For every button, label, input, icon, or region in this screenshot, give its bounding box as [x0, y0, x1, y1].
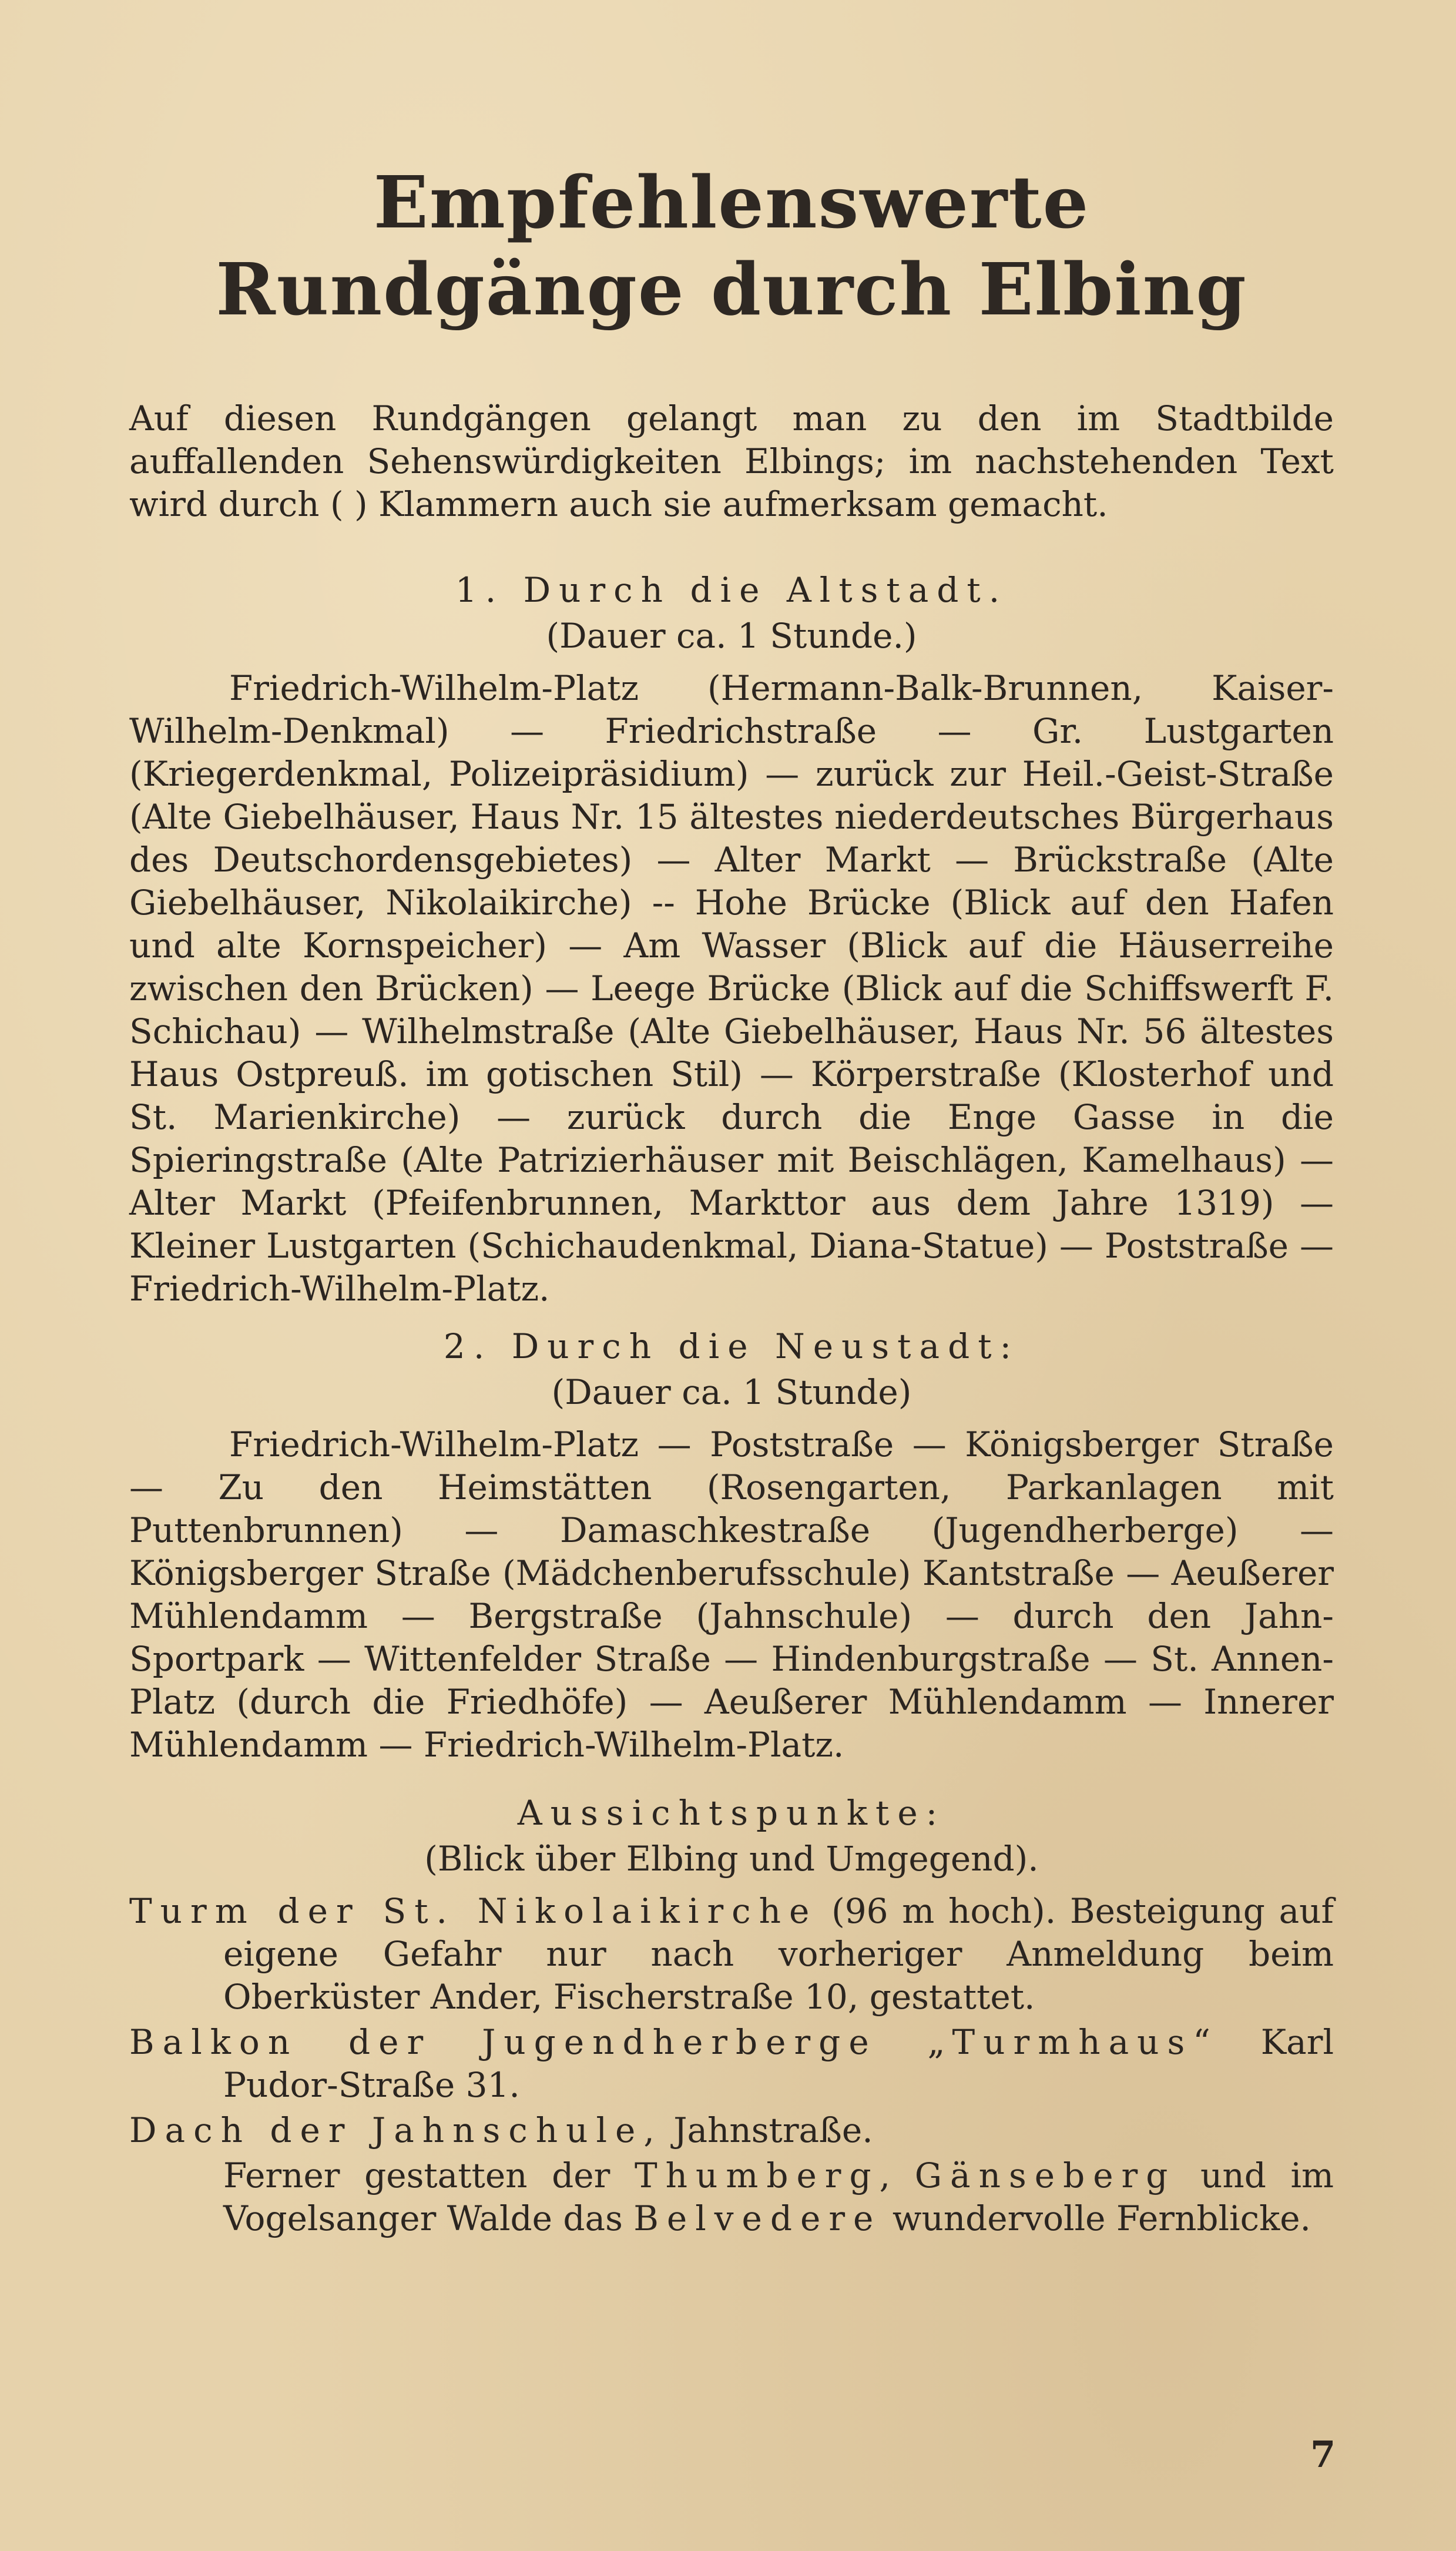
- page-content: [129, 159, 1334, 2240]
- list-item: [129, 2021, 1334, 2107]
- views-heading: [129, 1790, 1334, 1836]
- list-item: [129, 2109, 1334, 2152]
- route-1-text: Friedrich-Wilhelm-Platz (Hermann-Balk-Brunnen, Kaiser-Wilhelm-Denkmal) — Friedrichstraße — Gr. Lustgarten (Kriegerdenkmal, Polizeipräsidium) — zurück zur Heil.-Geist-Straße (Alte Giebelhäuser, Haus Nr. 15 ältestes niederdeutsches Bürgerhaus des Deutschordensgebietes) — Alter Markt — Brückstraße (Alte Giebelhäuser, Nikolaikirche) -- Hohe Brücke (Blick auf den Hafen und alte Kornspeicher) — Am Wasser (Blick auf die Häuserreihe zwischen den Brücken) — Leege Brücke (Blick auf die Schiffswerft F. Schichau) — Wilhelmstraße (Alte Giebelhäuser, Haus Nr. 56 ältestes Haus Ostpreuß. im gotischen Stil) — Körperstraße (Klosterhof und St. Marienkirche) — zurück durch die Enge Gasse in die Spieringstraße (Alte Patrizierhäuser mit Beischlägen, Kamelhaus) — Alter Markt (Pfeifenbrunnen, Markttor aus dem Jahre 1319) — Kleiner Lustgarten (Schichaudenkmal, Diana-Statue) — Poststraße — Friedrich-Wilhelm-Platz.: [129, 668, 1334, 1309]
- view-name: Turm der St. Nikolaikirche: [129, 1891, 818, 1931]
- views-list: [129, 1890, 1334, 2152]
- closing-post: wundervolle Fernblicke.: [881, 2198, 1311, 2238]
- route-1-duration: (Dauer ca. 1 Stunde.): [546, 616, 917, 656]
- page-number: 7: [1310, 2433, 1336, 2476]
- closing-place-gaenseberg: Gänseberg: [914, 2156, 1176, 2195]
- closing-note: [129, 2154, 1334, 2240]
- intro-paragraph: Auf diesen Rundgängen gelangt man zu den im Stadtbilde auffallenden Sehenswürdigkeiten Elbings; im nachstehenden Text wird durch ( ) Klammern auch sie aufmerksam gemacht.: [129, 398, 1334, 524]
- views-subheading: (Blick über Elbing und Umgegend).: [424, 1839, 1039, 1879]
- route-2-title: 2. Durch die Neustadt:: [443, 1326, 1020, 1366]
- closing-place-belvedere: Belvedere: [633, 2198, 882, 2238]
- closing-place-thumberg: Thumberg: [634, 2156, 880, 2195]
- route-2-duration: (Dauer ca. 1 Stunde): [551, 1372, 912, 1412]
- view-text: (96 m hoch). Besteigung auf eigene Gefahr nur nach vorheriger Anmeldung beim Oberküster Ander, Fischerstraße 10, gestattet.: [223, 1891, 1334, 2017]
- route-1-heading: [129, 567, 1334, 613]
- list-item: [129, 1890, 1334, 2019]
- view-name: Dach der Jahnschule,: [129, 2110, 663, 2150]
- closing-mid1: ,: [879, 2156, 915, 2195]
- route-2-text: Friedrich-Wilhelm-Platz — Poststraße — Königsberger Straße — Zu den Heimstätten (Rosengarten, Parkanlagen mit Puttenbrunnen) — Damaschkestraße (Jugendherberge) — Königsberger Straße (Mädchenberufsschule) Kantstraße — Aeußerer Mühlendamm — Bergstraße (Jahnschule) — durch den Jahn-Sportpark — Wittenfelder Straße — Hindenburgstraße — St. Annen-Platz (durch die Friedhöfe) — Aeußerer Mühlendamm — Innerer Mühlendamm — Friedrich-Wilhelm-Platz.: [129, 1424, 1334, 1765]
- route-2-heading: [129, 1323, 1334, 1369]
- view-name: Balkon der Jugendherberge „Turmhaus“: [129, 2022, 1219, 2062]
- closing-pre: Ferner gestatten der: [223, 2156, 635, 2195]
- page-title: Empfehlenswerte Rundgänge durch Elbing: [216, 160, 1247, 331]
- view-text: Karl Pudor-Straße 31.: [223, 2022, 1334, 2105]
- view-text: Jahnstraße.: [662, 2110, 873, 2150]
- route-1-title: 1. Durch die Altstadt.: [455, 570, 1008, 610]
- views-title: Aussichtspunkte:: [517, 1793, 946, 1833]
- closing-mid2: und im Vogelsanger Walde das: [223, 2156, 1334, 2238]
